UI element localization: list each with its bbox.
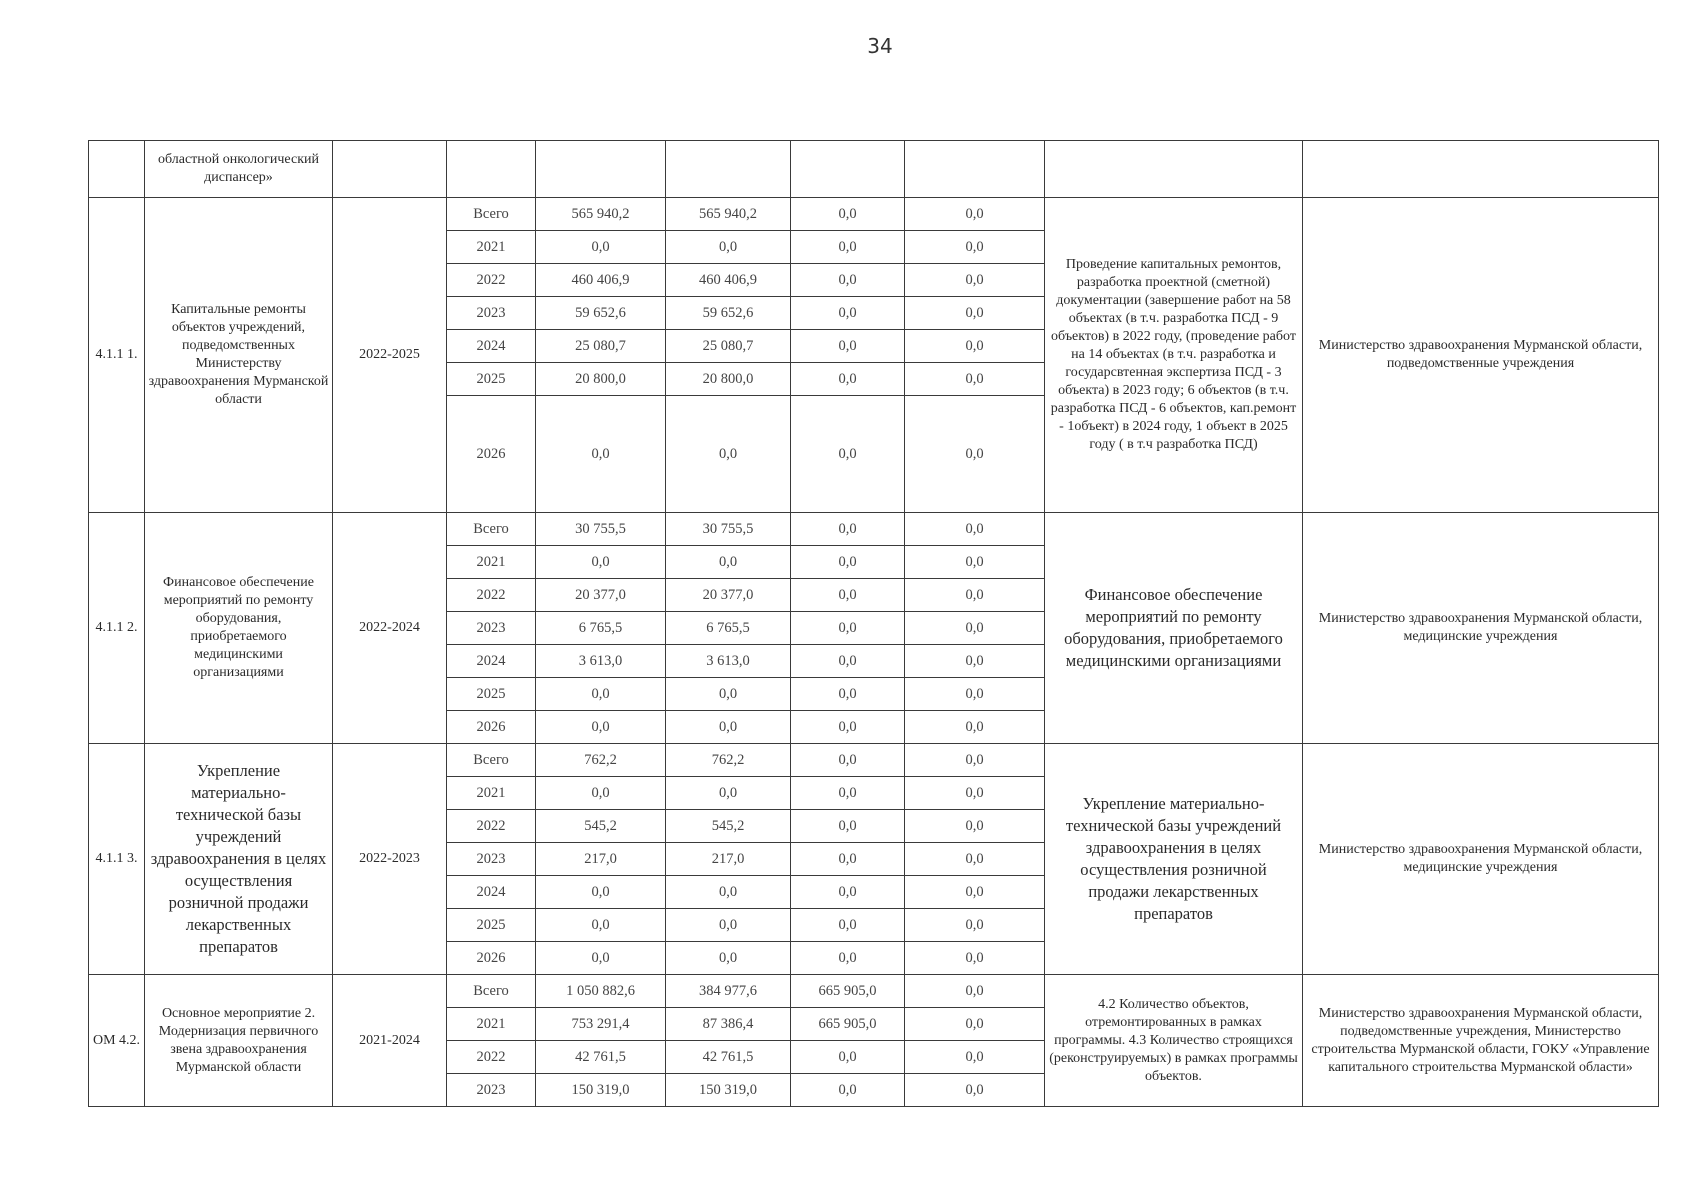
cell-total: 762,2 (536, 744, 666, 777)
cell-total: 1 050 882,6 (536, 975, 666, 1008)
cell-federal: 0,0 (791, 579, 905, 612)
cell-year: 2021 (447, 546, 536, 579)
cell-executor: Министерство здравоохранения Мурманской области, подведомственные учреждения, Министерство строительства Мурманской области, ГОКУ «Управление капитального строительства Мурманской области» (1303, 975, 1659, 1107)
cell-regional: 3 613,0 (666, 645, 791, 678)
cell-other: 0,0 (905, 843, 1045, 876)
cell-executor: Министерство здравоохранения Мурманской области, медицинские учреждения (1303, 744, 1659, 975)
cell-regional: 25 080,7 (666, 330, 791, 363)
table-body (89, 141, 1659, 1107)
cell-regional: 30 755,5 (666, 513, 791, 546)
funding-table (88, 140, 1659, 1107)
cell-other: 0,0 (905, 363, 1045, 396)
cell-federal: 665 905,0 (791, 1008, 905, 1041)
table-row (89, 513, 1659, 546)
cell-federal: 0,0 (791, 513, 905, 546)
cell-period: 2022-2023 (333, 744, 447, 975)
cell-federal: 0,0 (791, 231, 905, 264)
cell-federal: 0,0 (791, 546, 905, 579)
cell-year: 2026 (447, 942, 536, 975)
cell-total: 42 761,5 (536, 1041, 666, 1074)
cell-year: 2021 (447, 777, 536, 810)
cell-other: 0,0 (905, 330, 1045, 363)
table-row (89, 141, 1659, 198)
cell-total: 565 940,2 (536, 198, 666, 231)
cell-regional: 565 940,2 (666, 198, 791, 231)
cell-other: 0,0 (905, 231, 1045, 264)
cell-year: Всего (447, 198, 536, 231)
cell-year: 2021 (447, 231, 536, 264)
cell-executor (1303, 141, 1659, 198)
cell-federal: 0,0 (791, 264, 905, 297)
cell-indicator: Проведение капитальных ремонтов, разработка проектной (сметной) документации (завершение работ на 58 объектах (в т.ч. разработка ПСД - 9 объектов) в 2022 году, (проведение работ на 14 объектах (в т.ч. разработка и государсвтенная экспертиза ПСД - 3 объекта) в 2023 году; 6 объектов (в т.ч. разработка ПСД - 6 объектов, кап.ремонт - 1объект) в 2024 году, 1 объект в 2025 году ( в т.ч разработка ПСД) (1045, 198, 1303, 513)
cell-regional: 0,0 (666, 909, 791, 942)
cell-total: 0,0 (536, 942, 666, 975)
cell-year: 2024 (447, 330, 536, 363)
cell-period (333, 141, 447, 198)
cell-federal: 0,0 (791, 363, 905, 396)
cell-regional: 20 800,0 (666, 363, 791, 396)
cell-year: Всего (447, 744, 536, 777)
cell-total: 150 319,0 (536, 1074, 666, 1107)
cell-other: 0,0 (905, 942, 1045, 975)
cell-code: 4.1.1 1. (89, 198, 145, 513)
cell-year: 2022 (447, 1041, 536, 1074)
cell-year: 2022 (447, 579, 536, 612)
cell-total: 0,0 (536, 678, 666, 711)
cell-other (905, 141, 1045, 198)
cell-regional: 59 652,6 (666, 297, 791, 330)
cell-regional: 0,0 (666, 711, 791, 744)
cell-regional: 0,0 (666, 546, 791, 579)
cell-federal: 0,0 (791, 942, 905, 975)
table-row (89, 975, 1659, 1008)
cell-total: 0,0 (536, 396, 666, 513)
cell-other: 0,0 (905, 264, 1045, 297)
cell-total: 0,0 (536, 876, 666, 909)
cell-federal: 0,0 (791, 1041, 905, 1074)
cell-other: 0,0 (905, 1008, 1045, 1041)
cell-total: 460 406,9 (536, 264, 666, 297)
cell-name: Укрепление материально-технической базы учреждений здравоохранения в целях осуществления розничной продажи лекарственных препаратов (145, 744, 333, 975)
cell-other: 0,0 (905, 876, 1045, 909)
cell-total: 0,0 (536, 546, 666, 579)
cell-federal: 0,0 (791, 777, 905, 810)
cell-regional: 87 386,4 (666, 1008, 791, 1041)
cell-year: Всего (447, 975, 536, 1008)
cell-total: 753 291,4 (536, 1008, 666, 1041)
cell-other: 0,0 (905, 297, 1045, 330)
cell-total: 20 800,0 (536, 363, 666, 396)
cell-total: 3 613,0 (536, 645, 666, 678)
cell-total: 0,0 (536, 777, 666, 810)
cell-year: 2022 (447, 264, 536, 297)
cell-year: 2023 (447, 843, 536, 876)
cell-executor: Министерство здравоохранения Мурманской области, медицинские учреждения (1303, 513, 1659, 744)
cell-federal: 0,0 (791, 645, 905, 678)
cell-federal: 0,0 (791, 876, 905, 909)
cell-year: 2023 (447, 612, 536, 645)
cell-name: Финансовое обеспечение мероприятий по ремонту оборудования, приобретаемого медицинскими организациями (145, 513, 333, 744)
cell-code: 4.1.1 3. (89, 744, 145, 975)
cell-federal: 0,0 (791, 711, 905, 744)
cell-federal (791, 141, 905, 198)
cell-federal: 0,0 (791, 396, 905, 513)
cell-year: 2025 (447, 678, 536, 711)
cell-total: 30 755,5 (536, 513, 666, 546)
cell-federal: 665 905,0 (791, 975, 905, 1008)
cell-regional: 6 765,5 (666, 612, 791, 645)
cell-year: 2026 (447, 396, 536, 513)
cell-name: Капитальные ремонты объектов учреждений, подведомственных Министерству здравоохранения Мурманской области (145, 198, 333, 513)
cell-name: областной онкологический диспансер» (145, 141, 333, 198)
cell-other: 0,0 (905, 546, 1045, 579)
cell-regional (666, 141, 791, 198)
cell-regional: 762,2 (666, 744, 791, 777)
cell-federal: 0,0 (791, 843, 905, 876)
cell-total: 545,2 (536, 810, 666, 843)
cell-other: 0,0 (905, 645, 1045, 678)
cell-year: 2024 (447, 645, 536, 678)
cell-regional: 20 377,0 (666, 579, 791, 612)
cell-federal: 0,0 (791, 744, 905, 777)
cell-federal: 0,0 (791, 297, 905, 330)
cell-total: 25 080,7 (536, 330, 666, 363)
cell-period: 2021-2024 (333, 975, 447, 1107)
cell-other: 0,0 (905, 810, 1045, 843)
cell-indicator: Укрепление материально-технической базы учреждений здравоохранения в целях осуществления розничной продажи лекарственных препаратов (1045, 744, 1303, 975)
cell-total (536, 141, 666, 198)
cell-federal: 0,0 (791, 810, 905, 843)
cell-total: 59 652,6 (536, 297, 666, 330)
cell-regional: 0,0 (666, 678, 791, 711)
cell-regional: 0,0 (666, 231, 791, 264)
cell-regional: 0,0 (666, 777, 791, 810)
cell-other: 0,0 (905, 777, 1045, 810)
cell-year: 2021 (447, 1008, 536, 1041)
cell-code (89, 141, 145, 198)
cell-total: 217,0 (536, 843, 666, 876)
page-number: 34 (867, 34, 893, 58)
table-row (89, 198, 1659, 231)
cell-other: 0,0 (905, 198, 1045, 231)
cell-other: 0,0 (905, 909, 1045, 942)
cell-regional: 545,2 (666, 810, 791, 843)
cell-federal: 0,0 (791, 1074, 905, 1107)
cell-year: 2026 (447, 711, 536, 744)
table-row (89, 744, 1659, 777)
cell-federal: 0,0 (791, 612, 905, 645)
cell-year: 2025 (447, 363, 536, 396)
cell-regional: 150 319,0 (666, 1074, 791, 1107)
cell-total: 0,0 (536, 711, 666, 744)
cell-other: 0,0 (905, 744, 1045, 777)
cell-regional: 42 761,5 (666, 1041, 791, 1074)
cell-regional: 0,0 (666, 942, 791, 975)
cell-federal: 0,0 (791, 330, 905, 363)
cell-other: 0,0 (905, 1041, 1045, 1074)
cell-federal: 0,0 (791, 678, 905, 711)
cell-total: 6 765,5 (536, 612, 666, 645)
cell-year: 2023 (447, 297, 536, 330)
cell-indicator: Финансовое обеспечение мероприятий по ремонту оборудования, приобретаемого медицинскими организациями (1045, 513, 1303, 744)
cell-indicator: 4.2 Количество объектов, отремонтированных в рамках программы. 4.3 Количество строящихся (реконструируемых) в рамках программы объектов. (1045, 975, 1303, 1107)
cell-indicator (1045, 141, 1303, 198)
cell-name: Основное мероприятие 2. Модернизация первичного звена здравоохранения Мурманской области (145, 975, 333, 1107)
cell-period: 2022-2025 (333, 198, 447, 513)
cell-code: 4.1.1 2. (89, 513, 145, 744)
cell-regional: 217,0 (666, 843, 791, 876)
cell-other: 0,0 (905, 579, 1045, 612)
cell-year: Всего (447, 513, 536, 546)
cell-regional: 0,0 (666, 876, 791, 909)
cell-federal: 0,0 (791, 198, 905, 231)
cell-regional: 384 977,6 (666, 975, 791, 1008)
cell-year: 2024 (447, 876, 536, 909)
cell-other: 0,0 (905, 711, 1045, 744)
cell-year: 2023 (447, 1074, 536, 1107)
cell-year: 2025 (447, 909, 536, 942)
cell-other: 0,0 (905, 678, 1045, 711)
cell-total: 0,0 (536, 909, 666, 942)
cell-year (447, 141, 536, 198)
cell-regional: 460 406,9 (666, 264, 791, 297)
cell-other: 0,0 (905, 396, 1045, 513)
cell-executor: Министерство здравоохранения Мурманской области, подведомственные учреждения (1303, 198, 1659, 513)
cell-federal: 0,0 (791, 909, 905, 942)
cell-year: 2022 (447, 810, 536, 843)
cell-other: 0,0 (905, 612, 1045, 645)
cell-other: 0,0 (905, 975, 1045, 1008)
cell-regional: 0,0 (666, 396, 791, 513)
cell-other: 0,0 (905, 513, 1045, 546)
cell-other: 0,0 (905, 1074, 1045, 1107)
cell-total: 20 377,0 (536, 579, 666, 612)
cell-period: 2022-2024 (333, 513, 447, 744)
cell-total: 0,0 (536, 231, 666, 264)
cell-code: ОМ 4.2. (89, 975, 145, 1107)
